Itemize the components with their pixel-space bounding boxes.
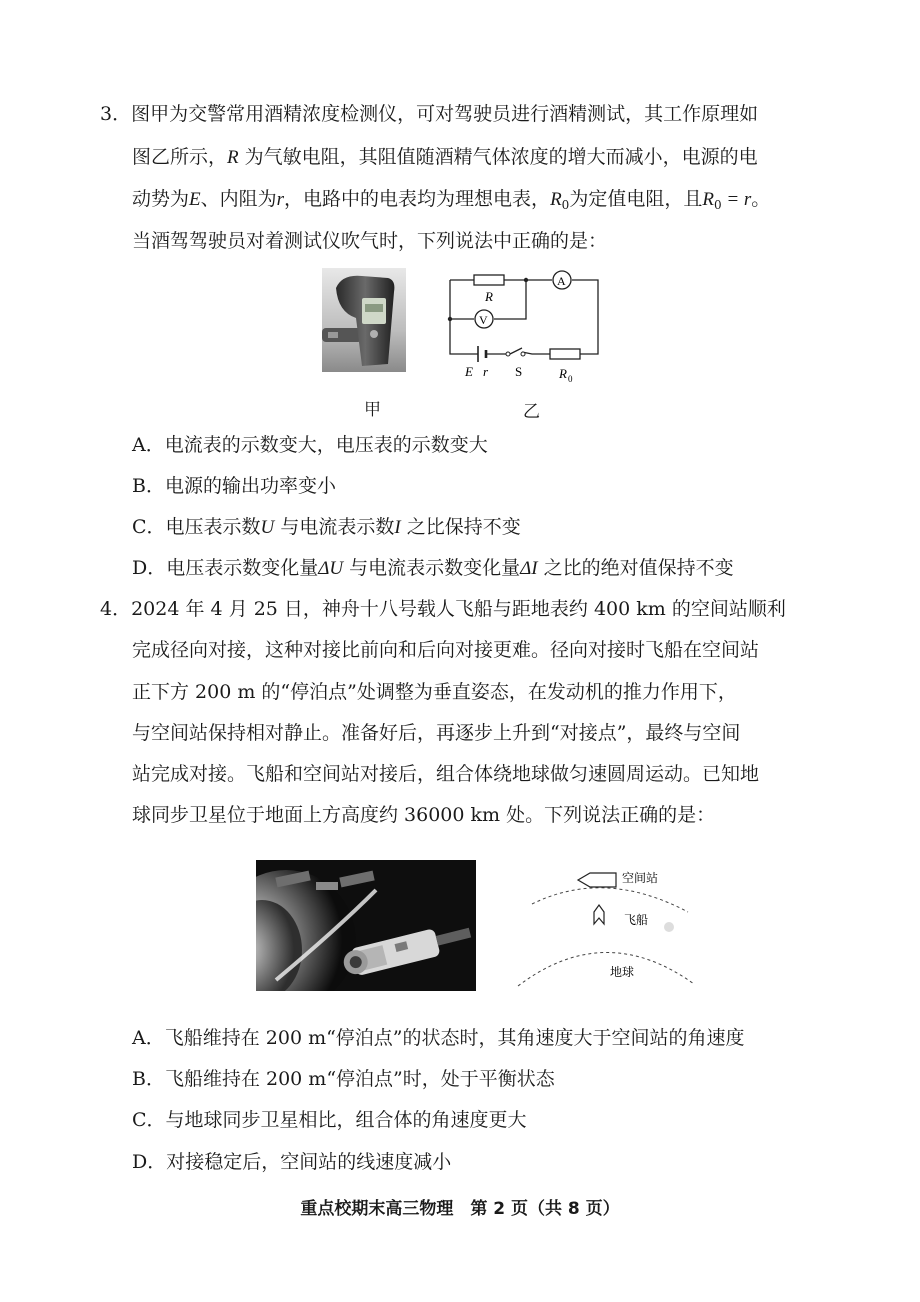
figure-caption-jia: 甲 [364,400,381,420]
q4-option-a: A．飞船维持在 200 m“停泊点”的状态时，其角速度大于空间站的角速度 [132,1027,745,1049]
diagram-label-earth: 地球 [610,965,635,979]
spaceship-icon [594,905,604,924]
docking-diagram [510,858,700,992]
q4-number: 4． [100,598,132,620]
q4-line-2: 完成径向对接，这种对接比前向和后向对接更难。径向对接时飞船在空间站 [132,639,760,661]
q4-option-c: C．与地球同步卫星相比，组合体的角速度更大 [132,1109,527,1131]
q3-option-d: D．电压表示数变化量ΔU 与电流表示数变化量ΔI 之比的绝对值保持不变 [132,557,734,579]
q3-option-c: C．电压表示数U 与电流表示数I 之比保持不变 [132,516,521,538]
circuit-label-A: A [557,274,566,288]
q3-option-b: B．电源的输出功率变小 [132,475,336,497]
page-footer: 重点校期末高三物理 第 2 页（共 8 页） [300,1199,620,1219]
diagram-label-station: 空间站 [622,871,659,885]
q3-line-2: 图乙所示，R 为气敏电阻，其阻值随酒精气体浓度的增大而减小，电源的电 [132,146,758,168]
q4-line-3: 正下方 200 m 的“停泊点”处调整为垂直姿态，在发动机的推力作用下， [132,681,737,703]
circuit-label-R0: R [559,366,567,381]
circuit-label-R0-sub: 0 [568,374,573,384]
q3-option-a: A．电流表的示数变大，电压表的示数变大 [132,434,488,456]
circuit-label-R: R [485,289,493,304]
diagram-label-ship: 飞船 [624,913,649,927]
circuit-diagram [440,266,610,388]
q4-line-1: 4．2024 年 4 月 25 日，神舟十八号载人飞船与距地表约 400 km 的空间站顺利 [100,598,786,620]
q3-line-1: 3．图甲为交警常用酒精浓度检测仪，可对驾驶员进行酒精测试，其工作原理如 [100,103,759,125]
space-station-photo [256,860,476,991]
breathalyzer-photo [322,268,406,372]
q4-option-b: B．飞船维持在 200 m“停泊点”时，处于平衡状态 [132,1068,555,1090]
q4-option-d: D．对接稳定后，空间站的线速度减小 [132,1151,452,1173]
space-station-icon [578,873,616,887]
q4-line-5: 站完成对接。飞船和空间站对接后，组合体绕地球做匀速圆周运动。已知地 [132,763,760,785]
q3-number: 3． [100,103,132,125]
q3-line-4: 当酒驾驾驶员对着测试仪吹气时，下列说法中正确的是： [132,230,608,252]
q4-line-4: 与空间站保持相对静止。准备好后，再逐步上升到“对接点”，最终与空间 [132,722,741,744]
circuit-label-V: V [479,313,488,327]
circuit-label-r: r [483,364,489,379]
figure-caption-yi: 乙 [523,402,540,422]
q3-line-3: 动势为E、内阻为r，电路中的电表均为理想电表，$R_0$为定值电阻，且$R_0 = r$。 [132,188,771,212]
q4-line-6: 球同步卫星位于地面上方高度约 36000 km 处。下列说法正确的是： [132,804,716,826]
circuit-label-E: E [465,364,473,379]
circuit-label-S: S [515,364,523,379]
